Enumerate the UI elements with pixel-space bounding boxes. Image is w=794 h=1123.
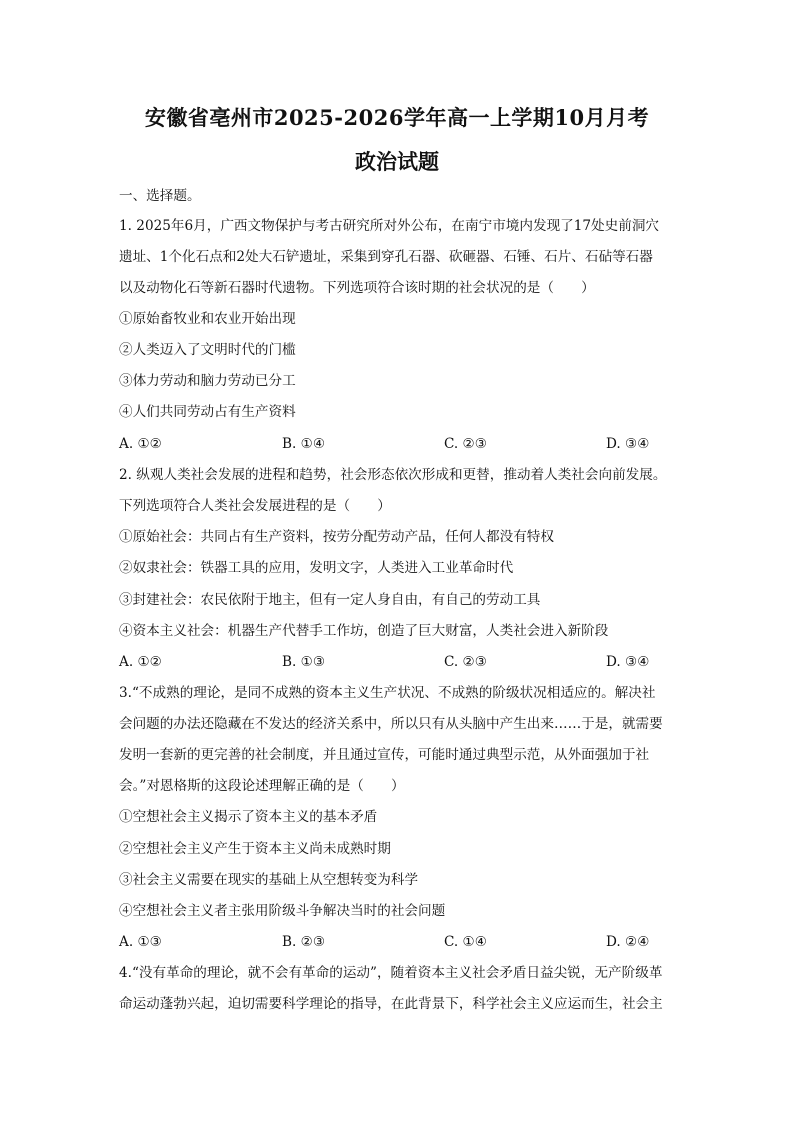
question-1-item-1: ①原始畜牧业和农业开始出现 xyxy=(119,311,296,327)
question-1-option-c: C. ②③ xyxy=(444,436,487,452)
question-3-line-4: 会。”对恩格斯的这段论述理解正确的是（ ） xyxy=(119,778,405,794)
question-1-option-d: D. ③④ xyxy=(606,436,650,452)
question-2-option-d: D. ③④ xyxy=(606,654,650,670)
question-3-option-c: C. ①④ xyxy=(444,934,487,950)
question-3-option-a: A. ①③ xyxy=(119,934,162,950)
question-1-option-a: A. ①② xyxy=(119,436,162,452)
question-1-line-2: 遗址、1个化石点和2处大石铲遗址，采集到穿孔石器、砍砸器、石锤、石片、石砧等石器 xyxy=(119,249,653,265)
page-subtitle: 政治试题 xyxy=(355,149,439,174)
question-3-line-3: 发明一套新的更完善的社会制度，并且通过宣传，可能时通过典型示范，从外面强加于社 xyxy=(119,747,650,763)
question-3-item-2: ②空想社会主义产生于资本主义尚未成熟时期 xyxy=(119,841,391,857)
question-2-item-1: ①原始社会：共同占有生产资料，按劳分配劳动产品，任何人都没有特权 xyxy=(119,529,554,545)
question-1-line-3: 以及动物化石等新石器时代遗物。下列选项符合该时期的社会状况的是（ ） xyxy=(119,280,595,296)
question-4-line-1: 4.“没有革命的理论，就不会有革命的运动”，随着资本主义社会矛盾日益尖锐，无产阶级革 xyxy=(119,965,663,981)
question-3-line-2: 会问题的办法还隐藏在不发达的经济关系中，所以只有从头脑中产生出来……于是，就需要 xyxy=(119,716,663,732)
question-1-line-1: 1. 2025年6月，广西文物保护与考古研究所对外公布，在南宁市境内发现了17处史前洞穴 xyxy=(119,218,660,234)
question-2-option-a: A. ①② xyxy=(119,654,162,670)
question-1-item-2: ②人类迈入了文明时代的门槛 xyxy=(119,342,296,358)
question-4-line-2: 命运动蓬勃兴起，迫切需要科学理论的指导，在此背景下，科学社会主义应运而生，社会主 xyxy=(119,996,663,1012)
question-3-option-d: D. ②④ xyxy=(606,934,650,950)
question-2-option-c: C. ②③ xyxy=(444,654,487,670)
question-2-option-b: B. ①③ xyxy=(282,654,326,670)
question-3-item-4: ④空想社会主义者主张用阶级斗争解决当时的社会问题 xyxy=(119,903,446,919)
question-2-item-3: ③封建社会：农民依附于地主，但有一定人身自由，有自己的劳动工具 xyxy=(119,592,541,608)
section-heading: 一、选择题。 xyxy=(119,188,201,204)
question-1-item-3: ③体力劳动和脑力劳动已分工 xyxy=(119,373,296,389)
question-3-item-3: ③社会主义需要在现实的基础上从空想转变为科学 xyxy=(119,872,419,888)
question-3-option-b: B. ②③ xyxy=(282,934,326,950)
question-3-item-1: ①空想社会主义揭示了资本主义的基本矛盾 xyxy=(119,809,378,825)
question-1-item-4: ④人们共同劳动占有生产资料 xyxy=(119,404,296,420)
question-2-item-2: ②奴隶社会：铁器工具的应用，发明文字，人类进入工业革命时代 xyxy=(119,560,514,576)
question-1-option-b: B. ①④ xyxy=(282,436,326,452)
page-title: 安徽省亳州市2025-2026学年高一上学期10月月考 xyxy=(144,105,650,130)
question-2-item-4: ④资本主义社会：机器生产代替手工作坊，创造了巨大财富，人类社会进入新阶段 xyxy=(119,623,609,639)
question-2-line-1: 2. 纵观人类社会发展的进程和趋势，社会形态依次形成和更替，推动着人类社会向前发展。 xyxy=(119,467,667,483)
question-3-line-1: 3.“不成熟的理论，是同不成熟的资本主义生产状况、不成熟的阶级状况相适应的。解决社 xyxy=(119,685,656,701)
question-2-line-2: 下列选项符合人类社会发展进程的是（ ） xyxy=(119,498,391,514)
